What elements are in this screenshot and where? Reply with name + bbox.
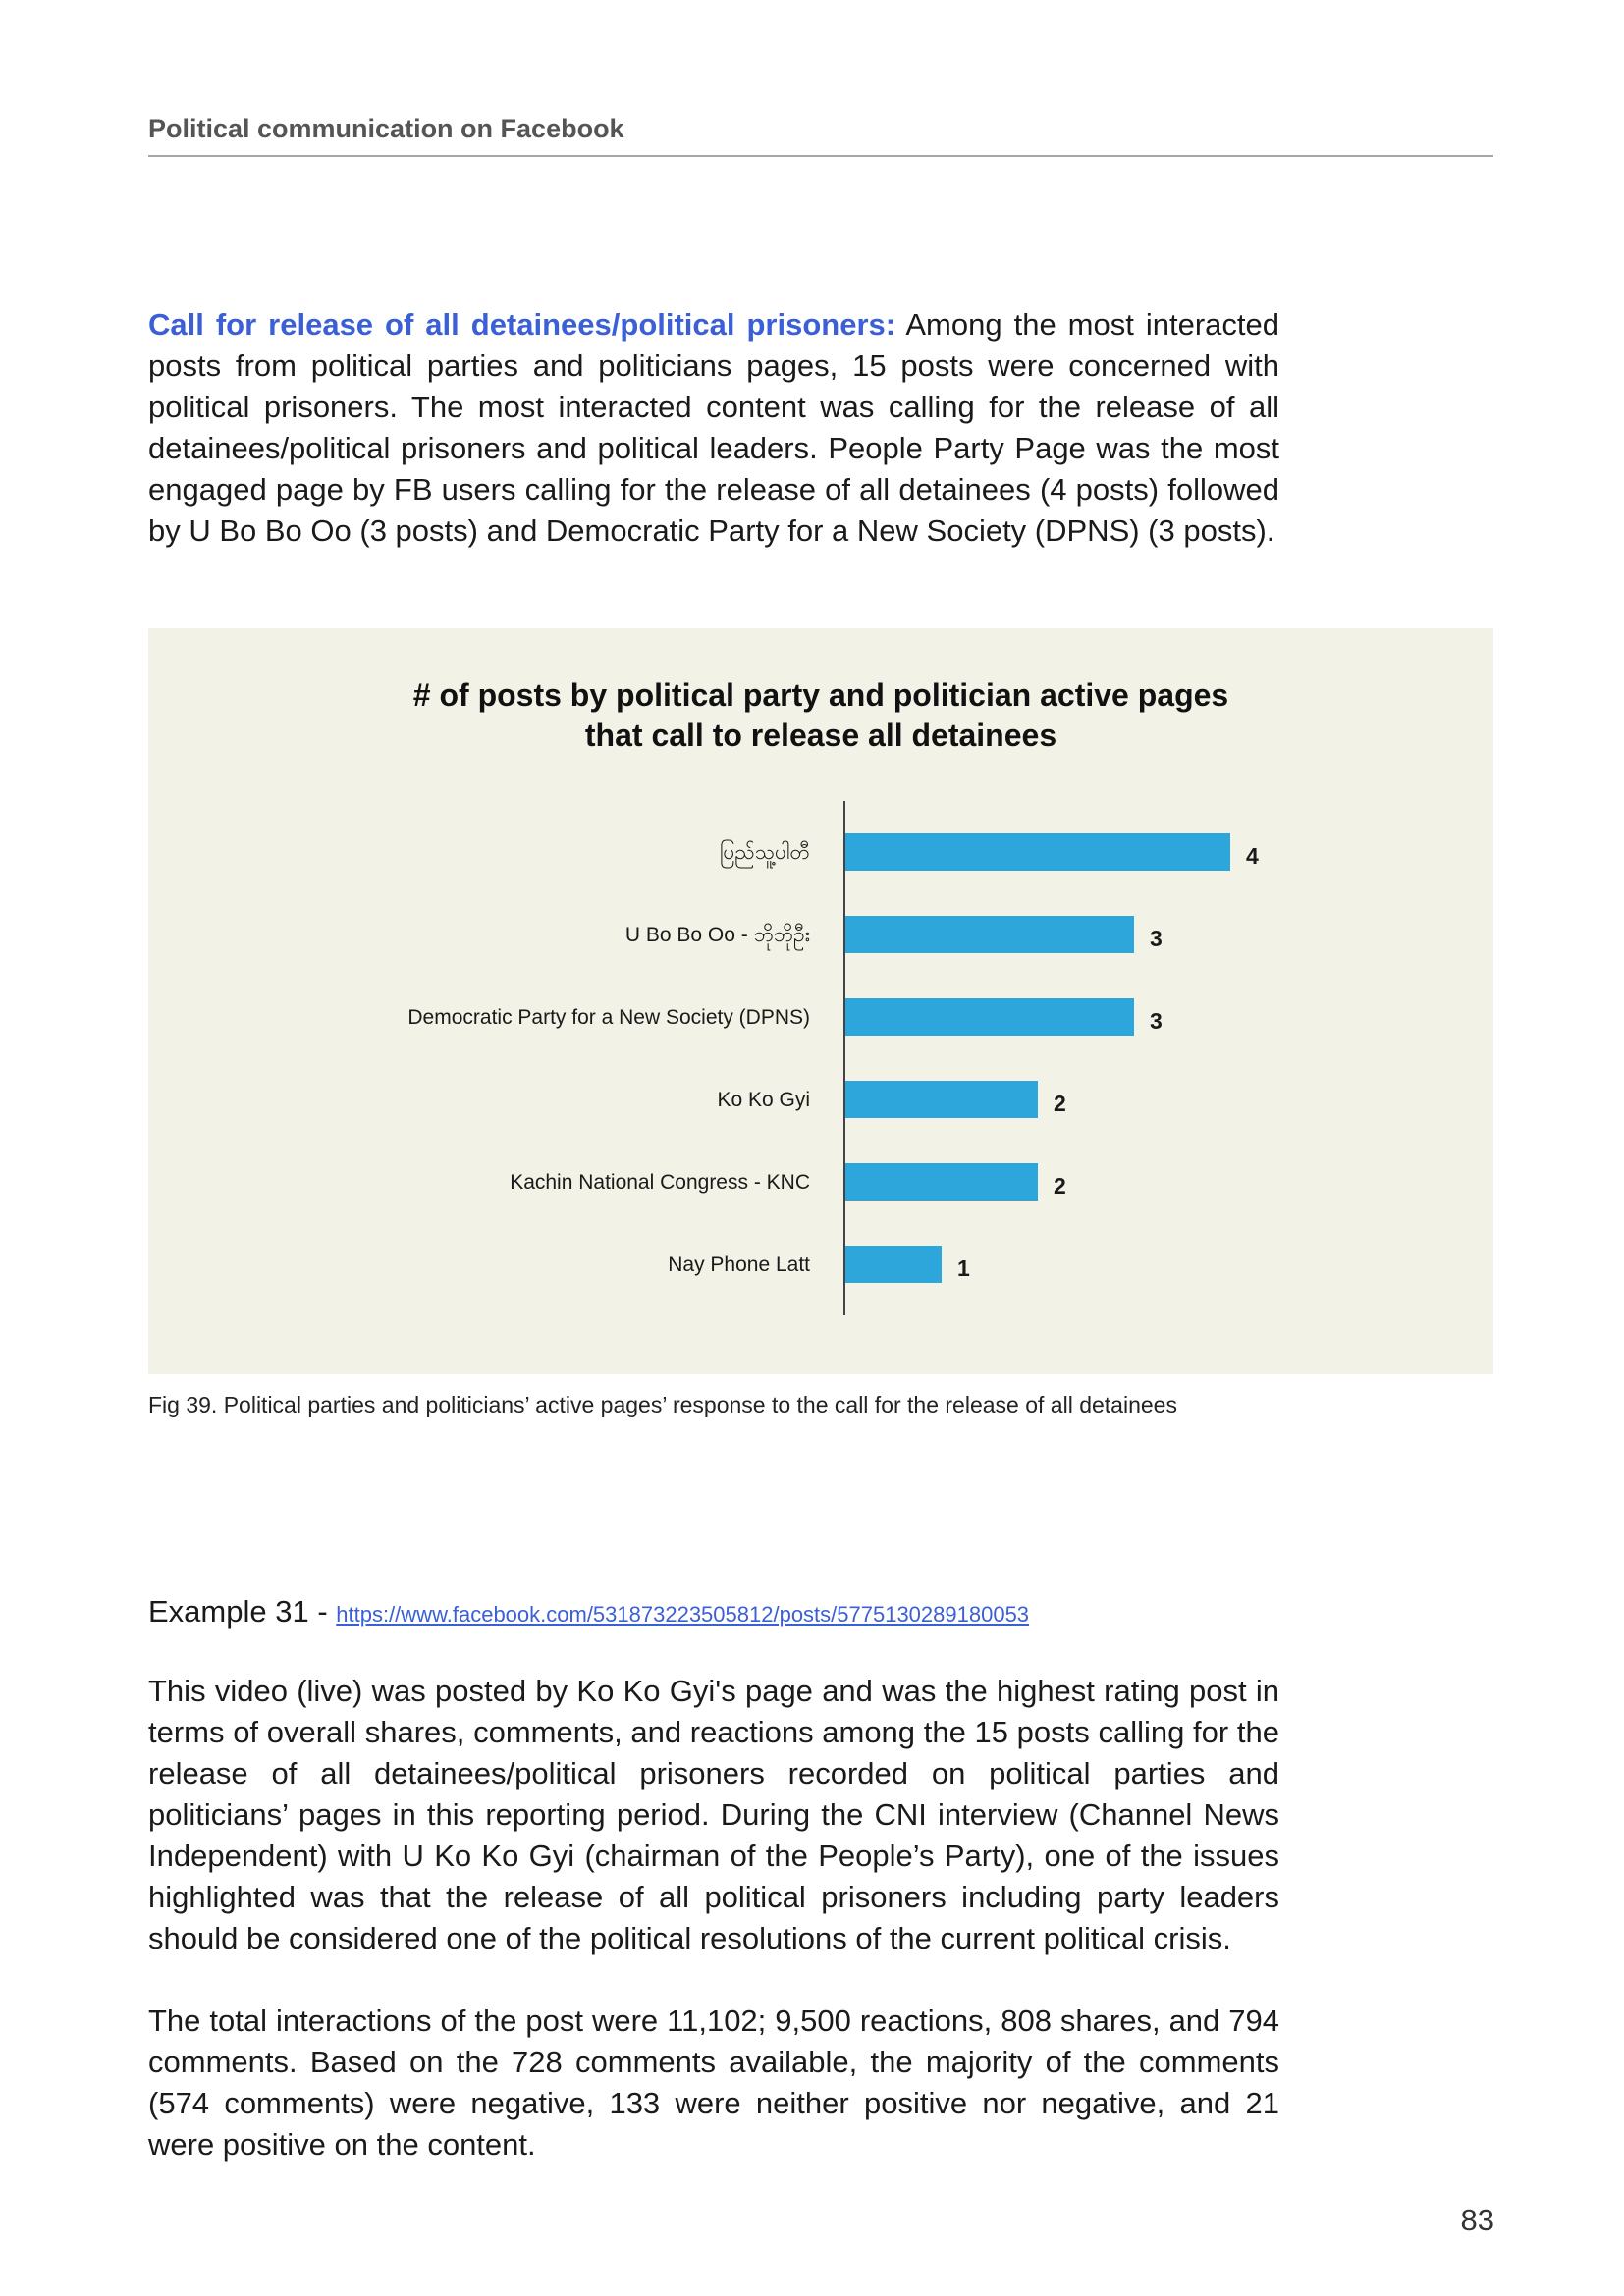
category-label: U Bo Bo Oo - ဘိုဘိုဦး <box>624 924 810 946</box>
category-label: Nay Phone Latt <box>668 1254 810 1276</box>
category-label: Ko Ko Gyi <box>717 1089 810 1111</box>
data-label: 2 <box>1054 1173 1066 1199</box>
body-paragraph-2: This video (live) was posted by Ko Ko Gyi's page and was the highest rating post in terms of overall shares, comments, and reactions among the 15 posts calling for the release of all detainees/political prisoners recorded on political parties and politicians’ pages in this reporting period. During the CNI interview (Channel News Independent) with U Ko Ko Gyi (chairman of the People’s Party), one of the issues highlighted was that the release of all political prisoners including party leaders should be considered one of the political resolutions of the current political crisis. <box>148 1674 1279 1955</box>
bar <box>845 1163 1038 1201</box>
category-label: Democratic Party for a New Society (DPNS) <box>407 1006 810 1029</box>
category-label: ပြည်သူ့ပါတီ <box>719 841 810 864</box>
bar-chart <box>148 628 1493 1374</box>
data-label: 2 <box>1054 1091 1066 1116</box>
running-header: Political communication on Facebook <box>148 114 624 143</box>
bar <box>845 1081 1038 1118</box>
data-label: 1 <box>957 1255 970 1281</box>
intro-body: Among the most interacted posts from political parties and politicians pages, 15 posts were concerned with political prisoners. The most interacted content was calling for the release of all detainees/political prisoners and political leaders. People Party Page was the most engaged page by FB users calling for the release of all detainees (4 posts) followed by U Bo Bo Oo (3 posts) and Democratic Party for a New Society (DPNS) (3 posts). <box>148 307 1279 548</box>
example-link[interactable]: https://www.facebook.com/531873223505812/posts/5775130289180053 <box>336 1602 1030 1627</box>
body-paragraph-3: The total interactions of the post were 11,102; 9,500 reactions, 808 shares, and 794 comments. Based on the 728 comments available, the majority of the comments (574 comments) were negative, 133 were neither positive nor negative, and 21 were positive on the content. <box>148 2003 1279 2162</box>
example-label: Example 31 - <box>148 1594 337 1629</box>
bar <box>845 1246 942 1283</box>
data-label: 3 <box>1150 926 1163 951</box>
data-label: 3 <box>1150 1008 1163 1034</box>
intro-paragraph <box>148 304 1279 552</box>
chart-title-line-1: # of posts by political party and politician active pages <box>412 677 1229 713</box>
category-label: Kachin National Congress - KNC <box>510 1171 810 1194</box>
data-label: 4 <box>1246 843 1259 869</box>
page-number: 83 <box>1460 2203 1494 2237</box>
bar <box>845 998 1134 1036</box>
bar <box>845 916 1134 953</box>
chart-title-line-2: that call to release all detainees <box>584 718 1057 753</box>
example-line <box>148 1594 1029 1629</box>
header-rule <box>148 155 1493 157</box>
bar <box>845 833 1230 871</box>
intro-lead: Call for release of all detainees/political prisoners: <box>148 307 896 342</box>
chart-panel <box>148 628 1493 1374</box>
figure-caption: Fig 39. Political parties and politicians’ active pages’ response to the call for the release of all detainees <box>148 1392 1177 1417</box>
